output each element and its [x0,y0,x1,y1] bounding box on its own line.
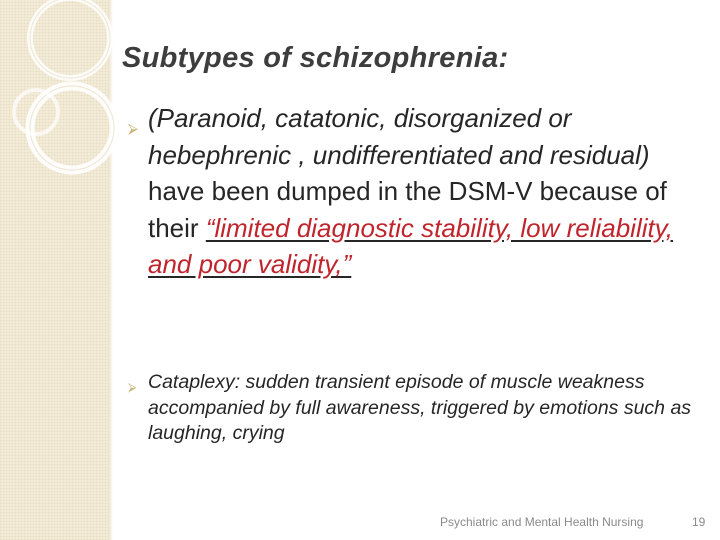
bullet-arrow-icon: ⮚ [128,120,138,136]
subtypes-statement: have been dumped in the DSM-V because of their [148,176,667,243]
bullet-paragraph-subtypes [128,100,708,283]
decorative-rings [0,0,140,200]
dsm-quote: “limited diagnostic stability, low reliability, and poor validity,” [148,212,674,279]
subtypes-list: (Paranoid, catatonic, disorganized or hebephrenic , undifferentiated and residual) [148,103,650,170]
page-number: 19 [692,515,706,529]
bullet-arrow-icon: ⮚ [128,380,137,394]
footer-text: Psychiatric and Mental Health Nursing [440,515,644,529]
cataplexy-definition: sudden transient episode of muscle weakness accompanied by full awareness, triggered by emotions such as laughing, crying [148,371,692,444]
slide-title: Subtypes of schizophrenia: [122,42,509,74]
bullet-paragraph-cataplexy [128,370,708,447]
cataplexy-term: Cataplexy: [148,371,241,393]
